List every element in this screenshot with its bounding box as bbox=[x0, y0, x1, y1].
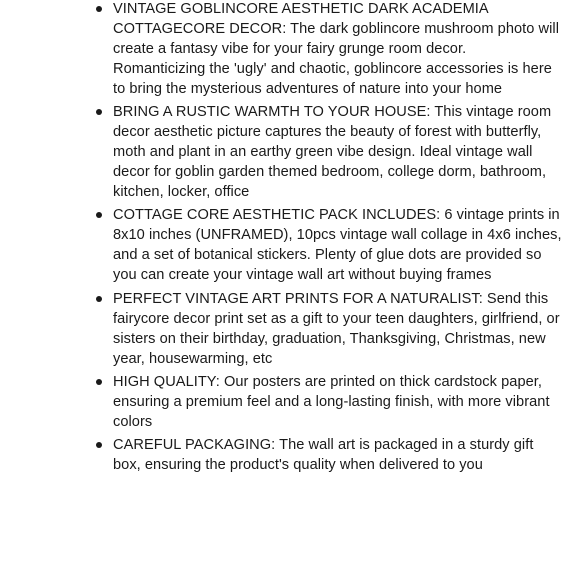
bullet-dot-icon bbox=[96, 212, 102, 218]
bullet-dot-icon bbox=[96, 379, 102, 385]
feature-bullet-text: PERFECT VINTAGE ART PRINTS FOR A NATURALIST: Send this fairycore decor print set as a gift to your teen daughters, girlfriend, or sisters on their birthday, graduation, Thanksgiving, Christmas, new year, housewarming, etc bbox=[113, 290, 560, 367]
feature-bullet-item bbox=[92, 372, 562, 432]
feature-bullet-text: BRING A RUSTIC WARMTH TO YOUR HOUSE: This vintage room decor aesthetic picture captures the beauty of forest with butterfly, moth and plant in an earthy green vibe design. Ideal vintage wall decor for goblin garden themed bedroom, college dorm, bathroom, kitchen, locker, office bbox=[113, 104, 552, 201]
feature-bullet-list bbox=[92, 0, 562, 478]
bullet-dot-icon bbox=[96, 109, 102, 115]
feature-bullet-text: COTTAGE CORE AESTHETIC PACK INCLUDES: 6 vintage prints in 8x10 inches (UNFRAMED), 10pcs vintage wall collage in 4x6 inches, and a set of botanical stickers. Plenty of glue dots are provided so you can create your vintage wall art without buying frames bbox=[113, 207, 562, 284]
bullet-dot-icon bbox=[96, 296, 102, 302]
bullet-dot-icon bbox=[96, 442, 102, 448]
feature-bullet-item bbox=[92, 289, 562, 369]
feature-bullet-item bbox=[92, 0, 562, 99]
bullet-dot-icon bbox=[96, 6, 102, 12]
feature-bullet-item bbox=[92, 435, 562, 475]
feature-bullet-item bbox=[92, 102, 562, 202]
feature-bullet-text: HIGH QUALITY: Our posters are printed on thick cardstock paper, ensuring a premium feel and a long-lasting finish, with more vibrant colors bbox=[113, 373, 550, 430]
feature-bullet-text: VINTAGE GOBLINCORE AESTHETIC DARK ACADEMIA COTTAGECORE DECOR: The dark goblincore mushroom photo will create a fantasy vibe for your fairy grunge room decor. Romanticizing the 'ugly' and chaotic, goblincore accessories is here to bring the mysterious adventures of nature into your home bbox=[113, 1, 559, 97]
feature-bullet-item bbox=[92, 205, 562, 285]
feature-bullet-text: CAREFUL PACKAGING: The wall art is packaged in a sturdy gift box, ensuring the product's quality when delivered to you bbox=[113, 436, 534, 473]
